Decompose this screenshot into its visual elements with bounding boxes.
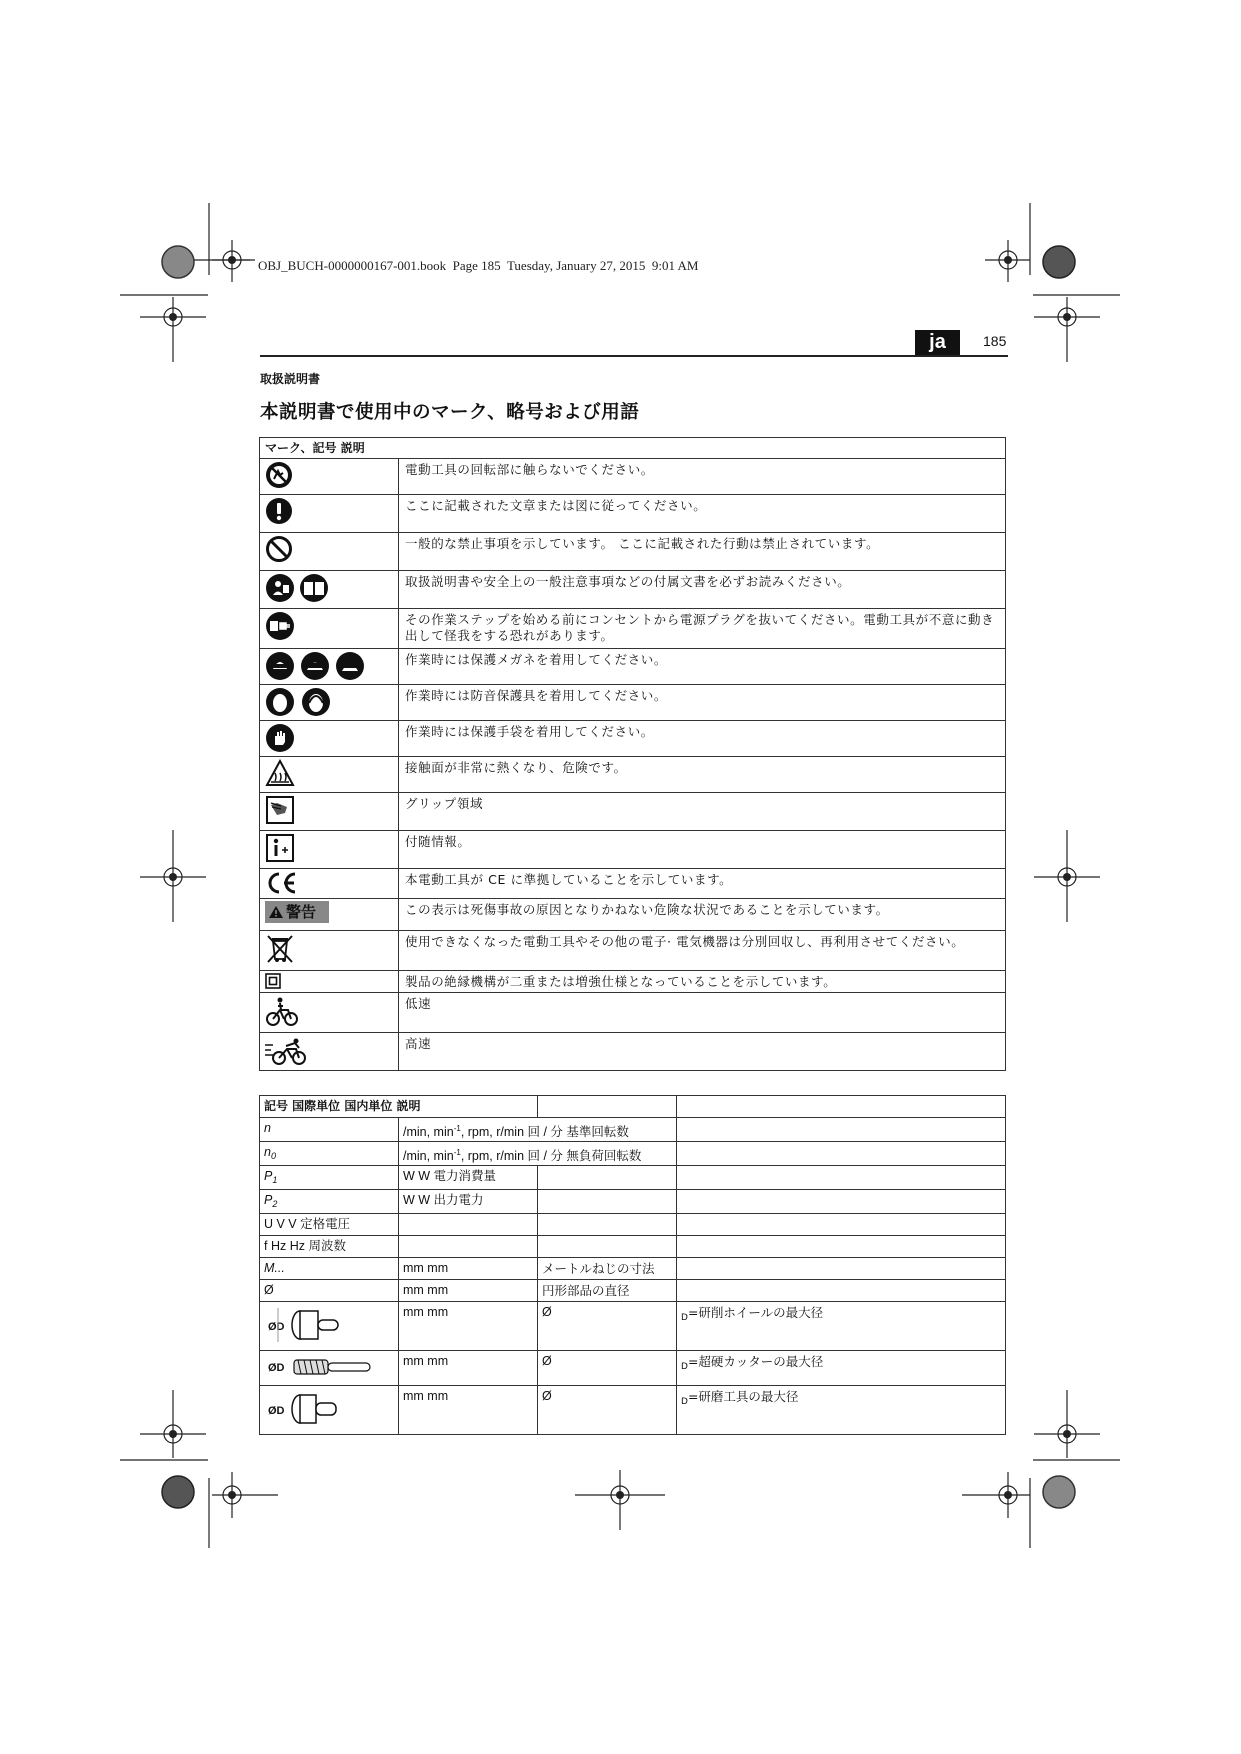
table-row <box>260 1033 1006 1071</box>
diameter-label: ØD <box>268 1405 285 1417</box>
unit-symbol: U V V 定格電圧 <box>260 1214 399 1236</box>
table-row <box>260 1214 1006 1236</box>
table-row <box>260 1351 1006 1386</box>
unit-note <box>677 1166 1006 1190</box>
unit-note <box>677 1118 1006 1142</box>
table-row <box>260 1166 1006 1190</box>
unit-definition: W W 電力消費量 <box>399 1166 538 1190</box>
unit-description: Ø <box>538 1386 677 1435</box>
unit-symbol <box>260 1302 399 1351</box>
unit-definition: mm mm <box>399 1280 538 1302</box>
unit-description: 円形部品の直径 <box>538 1280 677 1302</box>
unit-note-sub: D <box>681 1313 688 1323</box>
table-row <box>260 1190 1006 1214</box>
unit-note <box>677 1142 1006 1166</box>
mark-description: ここに記載された文章または図に従ってください。 <box>399 495 1006 533</box>
unplug-icon <box>265 611 295 641</box>
unit-description <box>538 1166 677 1190</box>
print-header <box>258 258 698 274</box>
info-icon <box>265 833 295 863</box>
fast-bicycle-icon <box>265 1035 309 1067</box>
marks-table-header-row <box>260 438 1006 459</box>
diameter-label: ØD <box>268 1362 285 1374</box>
carbide-cutter-diameter-icon <box>264 1353 374 1381</box>
unit-note <box>677 1302 1006 1351</box>
unit-description: メートルねじの寸法 <box>538 1258 677 1280</box>
unit-definition <box>399 1142 677 1166</box>
mark-description: 作業時には保護手袋を着用してください。 <box>399 721 1006 757</box>
mark-description: 低速 <box>399 993 1006 1033</box>
warning-label-icon <box>265 901 329 923</box>
unit-note-text: =研削ホイールの最大径 <box>687 1305 824 1320</box>
mandatory-exclamation-icon <box>265 497 293 525</box>
table-row <box>260 1386 1006 1435</box>
mark-description: 取扱説明書や安全上の一般注意事項などの付属文書を必ずお読みください。 <box>399 571 1006 609</box>
units-table-header: 記号 国際単位 国内単位 説明 <box>260 1096 538 1118</box>
table-row <box>260 649 1006 685</box>
unit-note <box>677 1351 1006 1386</box>
print-header-time: 9:01 AM <box>651 258 699 273</box>
ear-protection-icon <box>265 687 331 717</box>
table-row <box>260 971 1006 993</box>
page-number: 185 <box>983 333 1007 349</box>
unit-note-sub: D <box>681 1362 688 1372</box>
unit-symbol <box>260 1166 399 1190</box>
slow-bicycle-icon <box>265 995 299 1027</box>
mark-description: 付随情報。 <box>399 831 1006 869</box>
unit-definition: mm mm <box>399 1351 538 1386</box>
unit-definition: mm mm <box>399 1258 538 1280</box>
units-table-header-row <box>260 1096 1006 1118</box>
warning-triangle-icon <box>268 905 284 919</box>
table-row <box>260 495 1006 533</box>
table-row <box>260 993 1006 1033</box>
unit-note <box>677 1214 1006 1236</box>
unit-symbol-text: P <box>264 1169 273 1183</box>
marks-table <box>259 437 1006 1071</box>
prohibition-icon <box>265 535 293 563</box>
table-row <box>260 459 1006 495</box>
mark-description: その作業ステップを始める前にコンセントから電源プラグを抜いてください。電動工具が不意に動き出して怪我をする恐れがあります。 <box>399 609 1006 649</box>
unit-symbol-text: n <box>264 1145 271 1159</box>
table-row <box>260 793 1006 831</box>
unit-definition <box>399 1118 677 1142</box>
unit-note-text: =研磨工具の最大径 <box>687 1389 799 1404</box>
unit-note-text: =超硬カッターの最大径 <box>687 1354 824 1369</box>
unit-text: /min, min <box>403 1149 454 1163</box>
unit-symbol-text: P <box>264 1193 273 1207</box>
mark-description: グリップ領域 <box>399 793 1006 831</box>
no-touch-rotating-icon <box>265 461 293 489</box>
mark-description: 接触面が非常に熱くなり、危険です。 <box>399 757 1006 793</box>
diameter-label: ØD <box>268 1321 285 1333</box>
unit-definition: mm mm <box>399 1302 538 1351</box>
table-row <box>260 1302 1006 1351</box>
unit-symbol: n <box>260 1118 399 1142</box>
table-row <box>260 609 1006 649</box>
header-divider <box>260 355 1008 357</box>
double-insulation-icon <box>265 973 281 989</box>
abrasive-tool-diameter-icon <box>264 1388 344 1430</box>
read-manual-icon <box>265 573 331 603</box>
table-row <box>260 571 1006 609</box>
mark-description: 作業時には防音保護具を着用してください。 <box>399 685 1006 721</box>
mark-description: 電動工具の回転部に触らないでください。 <box>399 459 1006 495</box>
table-row <box>260 757 1006 793</box>
unit-note-sub: D <box>681 1397 688 1407</box>
mark-description: 製品の絶縁機構が二重または増強仕様となっていることを示しています。 <box>399 971 1006 993</box>
grip-area-icon <box>265 795 295 825</box>
unit-superscript: -1 <box>453 1148 461 1157</box>
unit-text: , rpm, r/min 回 / 分 無負荷回転数 <box>460 1149 642 1163</box>
table-row <box>260 533 1006 571</box>
page-title: 本説明書で使用中のマーク、略号および用語 <box>260 402 640 423</box>
mark-description: 高速 <box>399 1033 1006 1071</box>
ce-mark-icon <box>265 871 299 895</box>
unit-definition: mm mm <box>399 1386 538 1435</box>
unit-description: Ø <box>538 1302 677 1351</box>
table-row <box>260 1258 1006 1280</box>
table-row <box>260 1280 1006 1302</box>
weee-bin-icon <box>265 933 295 965</box>
unit-description: Ø <box>538 1351 677 1386</box>
unit-note <box>677 1386 1006 1435</box>
unit-symbol: f Hz Hz 周波数 <box>260 1236 399 1258</box>
unit-description <box>538 1190 677 1214</box>
mark-description: 本電動工具が CE に準拠していることを示しています。 <box>399 869 1006 899</box>
print-header-page: Page 185 <box>452 258 501 273</box>
unit-symbol-sub: 1 <box>272 1175 278 1185</box>
unit-note <box>677 1258 1006 1280</box>
marks-table-header: マーク、記号 説明 <box>260 438 1006 459</box>
unit-definition: W W 出力電力 <box>399 1190 538 1214</box>
unit-symbol: Ø <box>260 1280 399 1302</box>
grinding-wheel-diameter-icon <box>264 1304 344 1346</box>
unit-symbol <box>260 1351 399 1386</box>
unit-note <box>677 1190 1006 1214</box>
table-row <box>260 831 1006 869</box>
table-row <box>260 721 1006 757</box>
print-header-file: OBJ_BUCH-0000000167-001.book <box>258 258 447 273</box>
unit-symbol-sub: 0 <box>270 1151 276 1161</box>
unit-text: , rpm, r/min 回 / 分 基準回転数 <box>460 1125 629 1139</box>
unit-symbol <box>260 1386 399 1435</box>
table-row <box>260 685 1006 721</box>
unit-description <box>538 1214 677 1236</box>
mark-description: この表示は死傷事故の原因となりかねない危険な状況であることを示しています。 <box>399 899 1006 931</box>
table-row <box>260 869 1006 899</box>
eye-protection-icon <box>265 651 365 681</box>
language-badge: ja <box>915 330 960 356</box>
unit-symbol <box>260 1142 399 1166</box>
unit-note <box>677 1280 1006 1302</box>
table-row <box>260 1142 1006 1166</box>
section-label: 取扱説明書 <box>260 372 321 386</box>
table-row <box>260 1118 1006 1142</box>
mark-description: 作業時には保護メガネを着用してください。 <box>399 649 1006 685</box>
unit-symbol <box>260 1190 399 1214</box>
table-row <box>260 931 1006 971</box>
unit-superscript: -1 <box>453 1124 461 1133</box>
unit-symbol: M... <box>260 1258 399 1280</box>
gloves-icon <box>265 723 295 753</box>
hot-surface-icon <box>265 759 295 787</box>
unit-text: /min, min <box>403 1125 454 1139</box>
unit-note <box>677 1236 1006 1258</box>
print-header-date: Tuesday, January 27, 2015 <box>506 258 646 273</box>
unit-symbol-sub: 2 <box>272 1199 278 1209</box>
mark-description: 一般的な禁止事項を示しています。 ここに記載された行動は禁止されています。 <box>399 533 1006 571</box>
warning-label-text: 警告 <box>286 903 317 921</box>
unit-description <box>538 1236 677 1258</box>
units-table <box>259 1095 1006 1435</box>
mark-description: 使用できなくなった電動工具やその他の電子· 電気機器は分別回収し、再利用させてください。 <box>399 931 1006 971</box>
table-row <box>260 1236 1006 1258</box>
table-row <box>260 899 1006 931</box>
